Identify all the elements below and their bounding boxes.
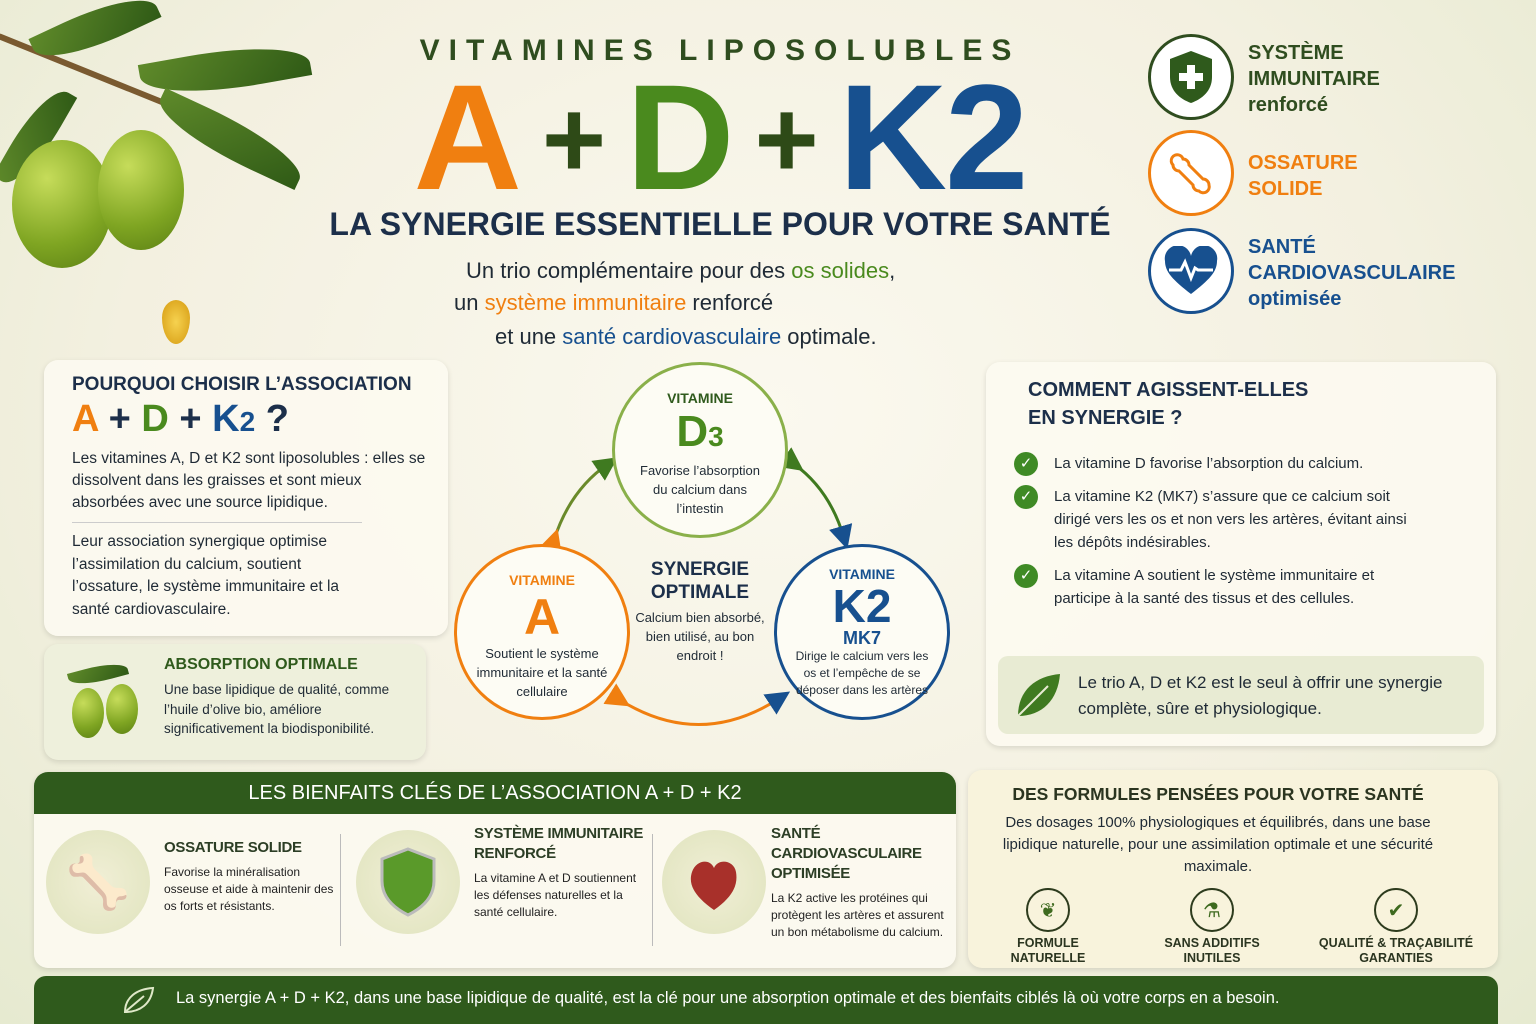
name: A — [523, 589, 561, 645]
absorption-text: Une base lipidique de qualité, comme l’huile d’olive bio, améliore significativement la biodisponibilité. — [164, 682, 390, 736]
feature-natural — [968, 888, 1128, 966]
plus: + — [179, 398, 202, 440]
arrow-a-d3 — [554, 464, 608, 540]
letter-d: D — [626, 53, 733, 221]
d: D — [141, 398, 169, 440]
text: et une — [495, 324, 563, 349]
how-list — [986, 452, 1426, 610]
shield-check-icon: ✔ — [1374, 888, 1418, 932]
text: Dirige le calcium vers les os et l’empêche de se déposer dans les artères — [795, 649, 929, 697]
text: , — [889, 258, 896, 283]
formulas-card — [968, 770, 1498, 968]
footer-banner — [34, 976, 1498, 1024]
k: K — [212, 398, 240, 440]
l1: SYNERGIE — [650, 559, 750, 580]
l2: GARANTIES — [1359, 951, 1433, 965]
text: un — [454, 290, 485, 315]
feature-no-additives — [1132, 888, 1292, 966]
line: SANTÉ — [1248, 236, 1316, 258]
label: VITAMINE — [509, 572, 575, 588]
check-icon: ✓ — [1014, 485, 1038, 509]
label: VITAMINE — [829, 566, 895, 582]
benefit-text: La vitamine A et D soutiennent les défenses naturelles et la santé cellulaire. — [474, 871, 637, 919]
benefits-title: LES BIENFAITS CLÉS DE L’ASSOCIATION A + D + K2 — [34, 772, 956, 814]
why-paragraph-2: Leur association synergique optimise l’assimilation du calcium, soutient l’ossature, le système immunitaire et la santé cardiovasculaire. — [72, 533, 340, 618]
synergy-center — [630, 558, 770, 665]
plus: + — [108, 398, 131, 440]
callout-text: Le trio A, D et K2 est le seul à offrir une synergie complète, sûre et physiologique. — [1078, 673, 1443, 718]
a: A — [72, 398, 99, 440]
l1: COMMENT AGISSENT-ELLES — [1028, 379, 1309, 401]
shield-icon — [356, 830, 460, 934]
bone-icon: 🦴 — [46, 830, 150, 934]
why-body — [72, 448, 432, 621]
line: SYSTÈME — [1248, 42, 1344, 64]
line: renforcé — [1248, 94, 1329, 116]
callout — [998, 656, 1484, 734]
vitamin-k2-circle — [774, 544, 950, 720]
q: ? — [265, 398, 289, 440]
leaf-icon: ❦ — [1026, 888, 1070, 932]
letter-a: A — [413, 53, 520, 221]
l2: OPTIMALE — [650, 582, 750, 603]
how-card — [986, 362, 1496, 746]
sub: 3 — [708, 421, 724, 452]
two: 2 — [239, 406, 256, 437]
text: La vitamine A soutient le système immunitaire et participe à la santé des tissus et des cellules. — [1054, 567, 1375, 607]
benefit-text: Favorise la minéralisation osseuse et aide à maintenir des os forts et résistants. — [164, 865, 334, 913]
benefit-title: OSSATURE SOLIDE — [164, 839, 302, 856]
text: Un trio complémentaire pour des — [466, 258, 792, 283]
letter-k2: K2 — [838, 53, 1027, 221]
how-item — [986, 564, 1426, 610]
plus: + — [541, 78, 605, 201]
arrow-a-k2 — [620, 698, 780, 725]
leaf-icon — [1012, 670, 1064, 722]
tagline-line-1 — [466, 258, 895, 284]
badge-cardio — [1248, 234, 1455, 312]
benefit-cardio — [771, 824, 951, 941]
benefit-title: SANTÉ CARDIOVASCULAIRE OPTIMISÉE — [771, 825, 922, 882]
divider — [652, 834, 653, 946]
name: K2 — [832, 580, 892, 632]
text: Soutient le système immunitaire et la santé cellulaire — [476, 646, 608, 699]
line: CARDIOVASCULAIRE — [1248, 262, 1456, 284]
subtitle: LA SYNERGIE ESSENTIELLE POUR VOTRE SANTÉ — [329, 206, 1111, 242]
badge-immune — [1248, 40, 1380, 118]
sub: MK7 — [842, 628, 881, 648]
divider — [340, 834, 341, 946]
l2: NATURELLE — [1010, 951, 1086, 965]
vitamin-a-circle — [454, 544, 630, 720]
how-item — [986, 452, 1426, 475]
why-title: POURQUOI CHOISIR L’ASSOCIATION — [72, 374, 412, 395]
l2: EN SYNERGIE ? — [1028, 407, 1183, 429]
benefits-card — [34, 772, 956, 968]
absorption-card — [44, 644, 426, 760]
why-card — [44, 360, 448, 636]
line: SOLIDE — [1248, 178, 1323, 200]
text: La vitamine D favorise l’absorption du calcium. — [1054, 455, 1364, 472]
line: IMMUNITAIRE — [1248, 68, 1380, 90]
flask-icon: ⚗ — [1190, 888, 1234, 932]
l1: SANS ADDITIFS — [1164, 936, 1260, 950]
arrow-d3-k2 — [794, 464, 844, 538]
formulas-text: Des dosages 100% physiologiques et équilibrés, dans une base lipidique naturelle, pour une assimilation optimale et une sécurité maximale. — [1002, 814, 1434, 875]
vitamin-d3-circle — [612, 362, 788, 538]
how-item — [986, 485, 1426, 554]
how-title — [1028, 376, 1308, 432]
olive-icon — [62, 658, 152, 748]
label: VITAMINE — [667, 390, 733, 406]
feature-quality — [1306, 888, 1486, 966]
badge-bone — [1248, 150, 1358, 202]
name: D — [676, 407, 709, 456]
footer-text: La synergie A + D + K2, dans une base lipidique de qualité, est la clé pour une absorption optimale et des bienfaits ciblés là où votre corps en a besoin. — [176, 989, 1280, 1007]
divider — [72, 522, 362, 523]
l1: FORMULE — [1017, 936, 1079, 950]
bone-icon — [1148, 130, 1234, 216]
highlight: système immunitaire — [484, 290, 687, 315]
tagline-line-2 — [454, 290, 773, 316]
plus: + — [754, 78, 817, 201]
benefit-immune — [474, 824, 648, 921]
leaf-icon — [122, 986, 156, 1014]
text: renforcé — [686, 290, 774, 315]
why-paragraph-1: Les vitamines A, D et K2 sont liposolubles : elles se dissolvent dans les graisses et sont mieux absorbées avec une source lipidique. — [72, 450, 426, 511]
tagline-line-3 — [495, 324, 877, 350]
text: La vitamine K2 (MK7) s’assure que ce calcium soit dirigé vers les os et non vers les artères, évitant ainsi les dépôts indésirables. — [1054, 488, 1407, 551]
formulas-title: DES FORMULES PENSÉES POUR VOTRE SANTÉ — [1012, 784, 1424, 804]
heart-pulse-icon — [1148, 228, 1234, 314]
absorption-title: ABSORPTION OPTIMALE — [164, 656, 358, 673]
line: OSSATURE — [1248, 152, 1358, 174]
highlight: santé cardiovasculaire — [562, 324, 782, 349]
check-icon: ✓ — [1014, 452, 1038, 476]
text: Favorise l’absorption du calcium dans l’intestin — [640, 463, 760, 516]
text: optimale. — [781, 324, 877, 349]
l2: INUTILES — [1183, 951, 1241, 965]
highlight: os solides — [791, 258, 890, 283]
kicker-title: VITAMINES LIPOSOLUBLES — [419, 34, 1021, 67]
text: Calcium bien absorbé, bien utilisé, au bon endroit ! — [635, 610, 765, 663]
why-formula — [72, 398, 289, 441]
l1: QUALITÉ & TRAÇABILITÉ — [1318, 936, 1474, 950]
benefit-bone — [164, 838, 334, 915]
shield-plus-icon — [1148, 34, 1234, 120]
benefit-title: SYSTÈME IMMUNITAIRE RENFORCÉ — [474, 825, 644, 862]
line: optimisée — [1248, 288, 1342, 310]
check-icon: ✓ — [1014, 564, 1038, 588]
heart-icon — [662, 830, 766, 934]
benefit-text: La K2 active les protéines qui protègent les artères et assurent un bon métabolisme du calcium. — [771, 891, 944, 939]
